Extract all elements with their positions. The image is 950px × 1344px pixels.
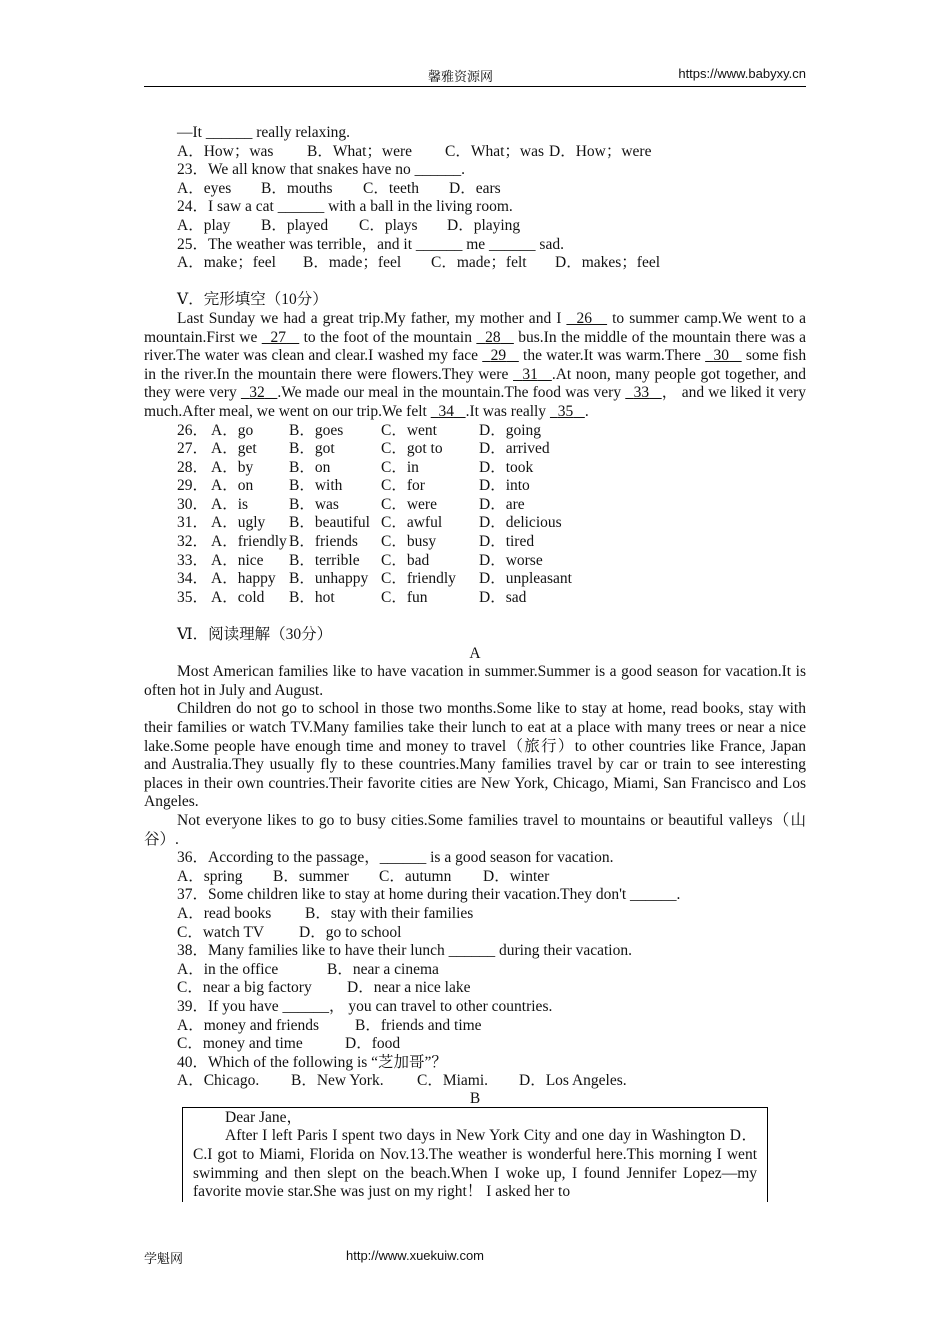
- option-choice: A．by: [211, 458, 254, 476]
- q40: 40．Which of the following is “芝加哥”？: [177, 1053, 447, 1071]
- option-choice: C．awful: [381, 514, 443, 532]
- option-choice: B．friends: [289, 533, 358, 551]
- blank-30: 30: [713, 347, 730, 365]
- option-choice: D．going: [479, 421, 542, 439]
- footer-url: http://www.xuekuiw.com: [346, 1248, 484, 1263]
- option-choice: A．cold: [211, 588, 265, 606]
- passage-b-label: B: [469, 1089, 481, 1107]
- option-choice: A．get: [211, 440, 257, 458]
- passage-a-p3: Not everyone likes to go to busy cities.Some families travel to mountains or beautiful valleys（山谷）.: [144, 811, 806, 848]
- cloze-option-row: [144, 514, 806, 533]
- q24-options: A．play B．played C．plays D．playing: [177, 216, 521, 234]
- blank-31: 31: [522, 365, 538, 383]
- passage-a-label: A: [469, 644, 481, 662]
- q25: 25．The weather was terrible，and it ______ me ______ sad.: [177, 235, 564, 253]
- question-number: 31．: [177, 514, 209, 532]
- cloze-option-row: [144, 552, 806, 571]
- q23: 23．We all know that snakes have no ______.: [177, 161, 466, 179]
- option-choice: A．happy: [211, 570, 276, 588]
- option-choice: A．go: [211, 421, 254, 439]
- option-choice: C．went: [381, 421, 437, 439]
- option-choice: B．with: [289, 477, 343, 495]
- option-choice: C．bad: [381, 551, 430, 569]
- question-number: 34．: [177, 570, 209, 588]
- passage-a-p1: Most American families like to have vacation in summer.Summer is a good season for vacation.It is often hot in July and August.: [144, 663, 806, 699]
- q38: 38．Many families like to have their lunch ______ during their vacation.: [177, 942, 632, 960]
- q38-options-row1: A．in the office B．near a cinema: [177, 960, 439, 978]
- option-choice: B．goes: [289, 421, 344, 439]
- cloze-option-row: [144, 589, 806, 608]
- option-choice: B．beautiful: [289, 514, 370, 532]
- cloze-heading: Ⅴ．完形填空（10分）: [177, 291, 328, 309]
- option-choice: D．unpleasant: [479, 570, 572, 588]
- option-choice: B．hot: [289, 588, 335, 606]
- cloze-options: [144, 422, 806, 608]
- option-choice: B．was: [289, 495, 339, 513]
- q39-options-row1: A．money and friends B．friends and time: [177, 1016, 482, 1034]
- option-choice: C．busy: [381, 533, 437, 551]
- option-choice: D．sad: [479, 588, 527, 606]
- passage-a-p2: Children do not go to school in those two months.Some like to stay at home, read books, stay with their families or watch TV.Many families take their lunch to eat at a place with many trees or near a nice lake.Some people have enough time and money to travel（旅行）to other countries like France, Japan and Australia.They usually fly to these countries.Many families travel by car or train to see interesting places in their own countries.Their favorite cities are New York, Chicago, Miami, San Francisco and Los Angeles.: [144, 700, 806, 811]
- option-choice: D．took: [479, 458, 534, 476]
- option-choice: A．is: [211, 495, 249, 513]
- cloze-option-row: [144, 440, 806, 459]
- q23-options: A．eyes B．mouths C．teeth D．ears: [177, 179, 501, 197]
- question-number: 29．: [177, 477, 209, 495]
- letter-body: After I left Paris I spent two days in New York City and one day in Washington D．C.I got to Miami, Florida on Nov.13.The weather is wonderful here.This morning I went swimming and then slept on the beach.When I woke up, I found Jennifer Lopez—my favorite movie star.She was just on my right！ I asked her to: [193, 1127, 757, 1201]
- question-number: 32．: [177, 533, 209, 551]
- option-choice: D．delicious: [479, 514, 562, 532]
- reading-heading: Ⅵ．阅读理解（30分）: [177, 626, 333, 644]
- question-number: 26．: [177, 421, 209, 439]
- cloze-passage: Last Sunday we had a great trip.My father, my mother and I 26 to summer camp.We went to a mountain.First we 27 to the foot of the mountain 28 bus.In the middle of the mountain there was a river.The water was clean and clear.I washed my face 29 the water.It was warm.There 30 some fish in the river.In the mountain there were flowers.They were 31 .At noon, many people got together, and they were very 32 .We made our meal in the mountain.The food was very 33 ， and we liked it very much.After meal, we went on our trip.We felt 34 .It was really 35 .: [144, 309, 807, 420]
- blank-32: 32: [249, 384, 265, 402]
- q37-options-row1: A．read books B．stay with their families: [177, 904, 474, 922]
- option-choice: C．fun: [381, 588, 428, 606]
- option-choice: B．got: [289, 440, 335, 458]
- q37-options-row2: C．watch TV D．go to school: [177, 923, 402, 941]
- option-choice: C．for: [381, 477, 425, 495]
- option-choice: B．terrible: [289, 551, 360, 569]
- option-choice: C．friendly: [381, 570, 456, 588]
- option-choice: D．tired: [479, 533, 535, 551]
- cloze-option-row: [144, 459, 806, 478]
- footer-site-name: 学魁网: [144, 1252, 184, 1267]
- blank-28: 28: [485, 328, 501, 346]
- option-choice: D．are: [479, 495, 525, 513]
- q22-options: A．How；was B．What；were C．What；was D．How；were: [177, 142, 652, 160]
- option-choice: D．worse: [479, 551, 543, 569]
- option-choice: C．got to: [381, 440, 443, 458]
- option-choice: C．were: [381, 495, 437, 513]
- option-choice: A．friendly: [211, 533, 287, 551]
- option-choice: D．arrived: [479, 440, 550, 458]
- option-choice: C．in: [381, 458, 419, 476]
- letter-greeting: Dear Jane，: [225, 1108, 303, 1126]
- question-number: 35．: [177, 588, 209, 606]
- question-number: 33．: [177, 551, 209, 569]
- header-url: https://www.babyxy.cn: [678, 66, 806, 81]
- blank-33: 33: [633, 384, 650, 402]
- blank-27: 27: [270, 328, 287, 346]
- option-choice: A．on: [211, 477, 254, 495]
- blank-34: 34: [438, 402, 454, 420]
- document-body: [144, 124, 806, 1202]
- cloze-option-row: [144, 477, 806, 496]
- page-header: [144, 64, 806, 87]
- option-choice: D．into: [479, 477, 530, 495]
- q24: 24．I saw a cat ______ with a ball in the living room.: [177, 198, 513, 216]
- blank-35: 35: [557, 402, 574, 420]
- letter-box: [182, 1107, 768, 1202]
- question-number: 28．: [177, 458, 209, 476]
- question-number: 30．: [177, 495, 209, 513]
- question-number: 27．: [177, 440, 209, 458]
- q39: 39．If you have ______， you can travel to other countries.: [177, 997, 553, 1015]
- option-choice: B．unhappy: [289, 570, 369, 588]
- option-choice: A．nice: [211, 551, 264, 569]
- q39-options-row2: C．money and time D．food: [177, 1035, 401, 1053]
- q22-tail: —It ______ really relaxing.: [177, 124, 351, 141]
- q25-options: A．make；feel B．made；feel C．made；felt D．makes；feel: [177, 254, 661, 272]
- option-choice: B．on: [289, 458, 331, 476]
- header-site-name: 馨雅资源网: [428, 70, 494, 85]
- cloze-option-row: [144, 496, 806, 515]
- q40-options: A．Chicago. B．New York. C．Miami. D．Los Angeles.: [177, 1072, 627, 1090]
- q36: 36．According to the passage，______ is a good season for vacation.: [177, 849, 614, 867]
- cloze-option-row: [144, 570, 806, 589]
- blank-26: 26: [576, 309, 592, 327]
- option-choice: A．ugly: [211, 514, 266, 532]
- cloze-option-row: [144, 533, 806, 552]
- cloze-option-row: [144, 422, 806, 441]
- q37: 37．Some children like to stay at home during their vacation.They don't ______.: [177, 886, 681, 904]
- blank-29: 29: [490, 347, 507, 365]
- q38-options-row2: C．near a big factory D．near a nice lake: [177, 979, 471, 997]
- q36-options: A．spring B．summer C．autumn D．winter: [177, 867, 550, 885]
